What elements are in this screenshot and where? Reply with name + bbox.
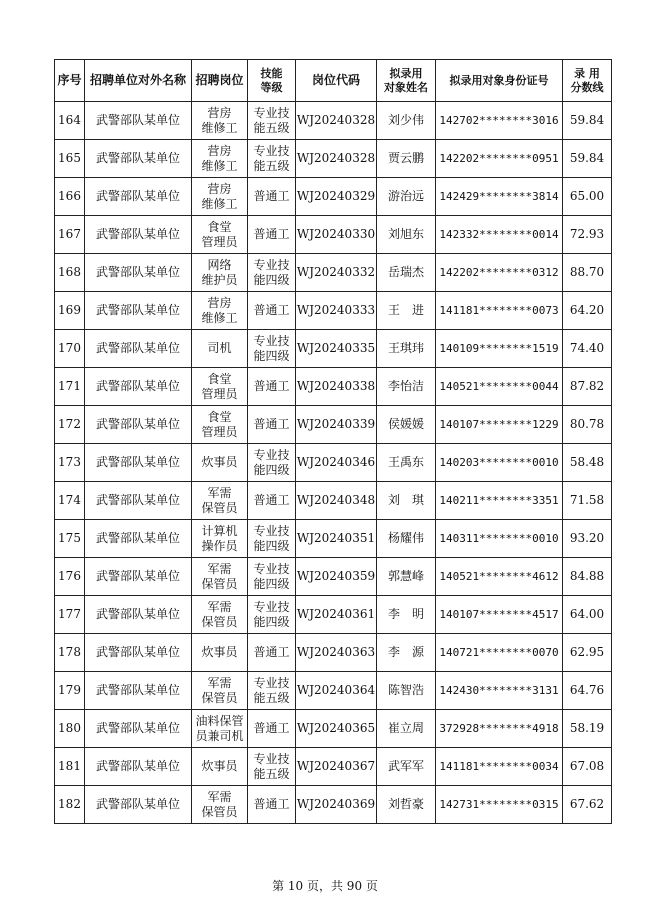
cell-name: 李 明 <box>377 596 436 634</box>
cell-score: 80.78 <box>563 406 612 444</box>
cell-id: 142202********0312 <box>436 254 563 292</box>
cell-seq: 164 <box>55 102 85 140</box>
cell-code: WJ20240330 <box>296 216 377 254</box>
cell-seq: 167 <box>55 216 85 254</box>
header-post: 招聘岗位 <box>192 60 248 102</box>
table-row <box>55 748 612 786</box>
table-row <box>55 292 612 330</box>
cell-grade: 专业技 能四级 <box>248 558 296 596</box>
cell-code: WJ20240367 <box>296 748 377 786</box>
cell-code: WJ20240359 <box>296 558 377 596</box>
cell-post: 军需 保管员 <box>192 482 248 520</box>
cell-seq: 180 <box>55 710 85 748</box>
cell-unit: 武警部队某单位 <box>85 596 192 634</box>
cell-unit: 武警部队某单位 <box>85 406 192 444</box>
cell-unit: 武警部队某单位 <box>85 482 192 520</box>
cell-grade: 专业技 能四级 <box>248 444 296 482</box>
cell-unit: 武警部队某单位 <box>85 558 192 596</box>
cell-post: 司机 <box>192 330 248 368</box>
cell-name: 贾云鹏 <box>377 140 436 178</box>
cell-name: 崔立周 <box>377 710 436 748</box>
cell-score: 58.19 <box>563 710 612 748</box>
cell-score: 59.84 <box>563 102 612 140</box>
table-row <box>55 254 612 292</box>
page-footer: 第 10 页，共 90 页 <box>272 879 378 893</box>
cell-code: WJ20240364 <box>296 672 377 710</box>
cell-id: 140107********1229 <box>436 406 563 444</box>
cell-unit: 武警部队某单位 <box>85 786 192 824</box>
cell-seq: 178 <box>55 634 85 672</box>
cell-code: WJ20240363 <box>296 634 377 672</box>
cell-name: 王禹东 <box>377 444 436 482</box>
cell-post: 炊事员 <box>192 634 248 672</box>
cell-grade: 专业技 能五级 <box>248 672 296 710</box>
cell-id: 142702********3016 <box>436 102 563 140</box>
cell-score: 64.76 <box>563 672 612 710</box>
cell-code: WJ20240333 <box>296 292 377 330</box>
cell-code: WJ20240369 <box>296 786 377 824</box>
cell-id: 142429********3814 <box>436 178 563 216</box>
cell-id: 140203********0010 <box>436 444 563 482</box>
cell-unit: 武警部队某单位 <box>85 102 192 140</box>
cell-code: WJ20240346 <box>296 444 377 482</box>
cell-id: 140721********0070 <box>436 634 563 672</box>
cell-seq: 171 <box>55 368 85 406</box>
table-row <box>55 102 612 140</box>
cell-seq: 181 <box>55 748 85 786</box>
cell-id: 140521********4612 <box>436 558 563 596</box>
cell-grade: 专业技 能四级 <box>248 596 296 634</box>
cell-unit: 武警部队某单位 <box>85 292 192 330</box>
cell-code: WJ20240351 <box>296 520 377 558</box>
cell-unit: 武警部队某单位 <box>85 330 192 368</box>
cell-unit: 武警部队某单位 <box>85 710 192 748</box>
table-row <box>55 520 612 558</box>
header-score: 录 用 分数线 <box>563 60 612 102</box>
cell-seq: 169 <box>55 292 85 330</box>
cell-post: 军需 保管员 <box>192 558 248 596</box>
cell-score: 74.40 <box>563 330 612 368</box>
cell-code: WJ20240329 <box>296 178 377 216</box>
table-row <box>55 178 612 216</box>
cell-id: 140107********4517 <box>436 596 563 634</box>
cell-grade: 普通工 <box>248 482 296 520</box>
cell-post: 军需 保管员 <box>192 786 248 824</box>
cell-grade: 专业技 能四级 <box>248 330 296 368</box>
table-row <box>55 634 612 672</box>
cell-id: 142430********3131 <box>436 672 563 710</box>
cell-post: 军需 保管员 <box>192 672 248 710</box>
cell-post: 炊事员 <box>192 748 248 786</box>
table-row <box>55 140 612 178</box>
cell-score: 65.00 <box>563 178 612 216</box>
cell-post: 军需 保管员 <box>192 596 248 634</box>
cell-post: 食堂 管理员 <box>192 368 248 406</box>
cell-grade: 普通工 <box>248 710 296 748</box>
cell-seq: 182 <box>55 786 85 824</box>
cell-post: 计算机 操作员 <box>192 520 248 558</box>
cell-code: WJ20240361 <box>296 596 377 634</box>
cell-score: 64.20 <box>563 292 612 330</box>
cell-seq: 175 <box>55 520 85 558</box>
table-row <box>55 710 612 748</box>
cell-seq: 165 <box>55 140 85 178</box>
cell-post: 营房 维修工 <box>192 102 248 140</box>
cell-post: 食堂 管理员 <box>192 216 248 254</box>
cell-seq: 168 <box>55 254 85 292</box>
header-id: 拟录用对象身份证号 <box>436 60 563 102</box>
cell-score: 64.00 <box>563 596 612 634</box>
cell-seq: 174 <box>55 482 85 520</box>
cell-score: 93.20 <box>563 520 612 558</box>
cell-name: 岳瑞杰 <box>377 254 436 292</box>
cell-id: 142202********0951 <box>436 140 563 178</box>
cell-score: 88.70 <box>563 254 612 292</box>
cell-post: 网络 维护员 <box>192 254 248 292</box>
header-grade: 技能 等级 <box>248 60 296 102</box>
cell-post: 营房 维修工 <box>192 178 248 216</box>
cell-post: 炊事员 <box>192 444 248 482</box>
cell-code: WJ20240328 <box>296 102 377 140</box>
cell-grade: 普通工 <box>248 634 296 672</box>
cell-unit: 武警部队某单位 <box>85 254 192 292</box>
cell-name: 王琪玮 <box>377 330 436 368</box>
cell-unit: 武警部队某单位 <box>85 444 192 482</box>
cell-grade: 专业技 能五级 <box>248 748 296 786</box>
cell-code: WJ20240348 <box>296 482 377 520</box>
cell-id: 140521********0044 <box>436 368 563 406</box>
cell-id: 372928********4918 <box>436 710 563 748</box>
cell-id: 140211********3351 <box>436 482 563 520</box>
cell-name: 李怡洁 <box>377 368 436 406</box>
cell-grade: 专业技 能五级 <box>248 140 296 178</box>
cell-name: 郭慧峰 <box>377 558 436 596</box>
cell-grade: 普通工 <box>248 368 296 406</box>
cell-unit: 武警部队某单位 <box>85 368 192 406</box>
cell-code: WJ20240365 <box>296 710 377 748</box>
cell-grade: 专业技 能四级 <box>248 254 296 292</box>
cell-seq: 170 <box>55 330 85 368</box>
cell-code: WJ20240339 <box>296 406 377 444</box>
cell-id: 141181********0073 <box>436 292 563 330</box>
cell-name: 游治远 <box>377 178 436 216</box>
table-row <box>55 558 612 596</box>
cell-post: 油料保管 员兼司机 <box>192 710 248 748</box>
table-row <box>55 482 612 520</box>
cell-id: 140311********0010 <box>436 520 563 558</box>
cell-id: 141181********0034 <box>436 748 563 786</box>
table-row <box>55 786 612 824</box>
table-row <box>55 672 612 710</box>
cell-unit: 武警部队某单位 <box>85 140 192 178</box>
cell-seq: 176 <box>55 558 85 596</box>
cell-seq: 172 <box>55 406 85 444</box>
table-row <box>55 406 612 444</box>
cell-id: 140109********1519 <box>436 330 563 368</box>
cell-name: 杨耀伟 <box>377 520 436 558</box>
table-header-row <box>55 60 612 102</box>
table-row <box>55 330 612 368</box>
cell-unit: 武警部队某单位 <box>85 178 192 216</box>
cell-score: 67.62 <box>563 786 612 824</box>
cell-score: 58.48 <box>563 444 612 482</box>
cell-score: 59.84 <box>563 140 612 178</box>
cell-grade: 专业技 能五级 <box>248 102 296 140</box>
cell-post: 食堂 管理员 <box>192 406 248 444</box>
cell-name: 武军军 <box>377 748 436 786</box>
cell-seq: 177 <box>55 596 85 634</box>
header-unit: 招聘单位对外名称 <box>85 60 192 102</box>
cell-grade: 普通工 <box>248 216 296 254</box>
cell-score: 71.58 <box>563 482 612 520</box>
cell-id: 142332********0014 <box>436 216 563 254</box>
cell-name: 李 源 <box>377 634 436 672</box>
cell-name: 刘哲豪 <box>377 786 436 824</box>
table-row <box>55 444 612 482</box>
cell-code: WJ20240335 <box>296 330 377 368</box>
cell-code: WJ20240328 <box>296 140 377 178</box>
cell-grade: 专业技 能四级 <box>248 520 296 558</box>
cell-score: 67.08 <box>563 748 612 786</box>
header-seq: 序号 <box>55 60 85 102</box>
cell-seq: 179 <box>55 672 85 710</box>
table-row <box>55 368 612 406</box>
cell-post: 营房 维修工 <box>192 140 248 178</box>
cell-seq: 173 <box>55 444 85 482</box>
cell-grade: 普通工 <box>248 786 296 824</box>
cell-grade: 普通工 <box>248 406 296 444</box>
cell-score: 72.93 <box>563 216 612 254</box>
cell-unit: 武警部队某单位 <box>85 216 192 254</box>
cell-score: 84.88 <box>563 558 612 596</box>
cell-unit: 武警部队某单位 <box>85 748 192 786</box>
cell-id: 142731********0315 <box>436 786 563 824</box>
cell-name: 刘旭东 <box>377 216 436 254</box>
cell-code: WJ20240332 <box>296 254 377 292</box>
cell-grade: 普通工 <box>248 178 296 216</box>
cell-name: 王 进 <box>377 292 436 330</box>
cell-unit: 武警部队某单位 <box>85 520 192 558</box>
header-name: 拟录用 对象姓名 <box>377 60 436 102</box>
cell-seq: 166 <box>55 178 85 216</box>
cell-name: 刘少伟 <box>377 102 436 140</box>
cell-score: 87.82 <box>563 368 612 406</box>
table-row <box>55 216 612 254</box>
cell-name: 刘 琪 <box>377 482 436 520</box>
table-row <box>55 596 612 634</box>
cell-unit: 武警部队某单位 <box>85 672 192 710</box>
cell-score: 62.95 <box>563 634 612 672</box>
header-code: 岗位代码 <box>296 60 377 102</box>
cell-post: 营房 维修工 <box>192 292 248 330</box>
cell-unit: 武警部队某单位 <box>85 634 192 672</box>
cell-grade: 普通工 <box>248 292 296 330</box>
admission-table <box>54 59 612 824</box>
cell-name: 侯媛媛 <box>377 406 436 444</box>
cell-code: WJ20240338 <box>296 368 377 406</box>
cell-name: 陈智浩 <box>377 672 436 710</box>
